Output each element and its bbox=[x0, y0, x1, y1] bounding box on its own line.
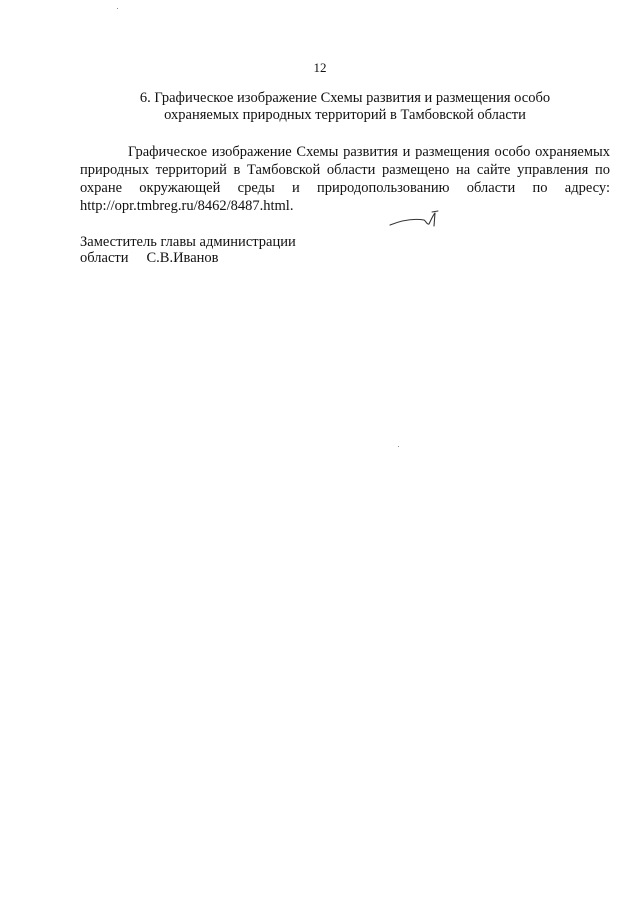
scan-speck bbox=[117, 8, 118, 9]
page-number: 12 bbox=[313, 60, 327, 75]
signatory-region: области bbox=[80, 250, 129, 266]
signatory-name: С.В.Иванов bbox=[146, 250, 219, 266]
section-heading-line-1: 6. Графическое изображение Схемы развития и размещения особо bbox=[139, 90, 551, 106]
section-heading bbox=[80, 90, 610, 124]
signatory-line bbox=[80, 250, 219, 267]
handwritten-signature bbox=[388, 205, 448, 229]
signatory-title: Заместитель главы администрации bbox=[80, 234, 296, 250]
body-paragraph: Графическое изображение Схемы развития и размещения особо охраняемых природных территорий в Тамбовской области размещено на сайте управления по охране окружающей среды и природопользованию области по адресу: http://opr.tmbreg.ru/8462/8487.html. bbox=[80, 144, 610, 214]
section-heading-line-2: охраняемых природных территорий в Тамбовской области bbox=[164, 107, 526, 123]
scan-speck bbox=[398, 446, 399, 447]
